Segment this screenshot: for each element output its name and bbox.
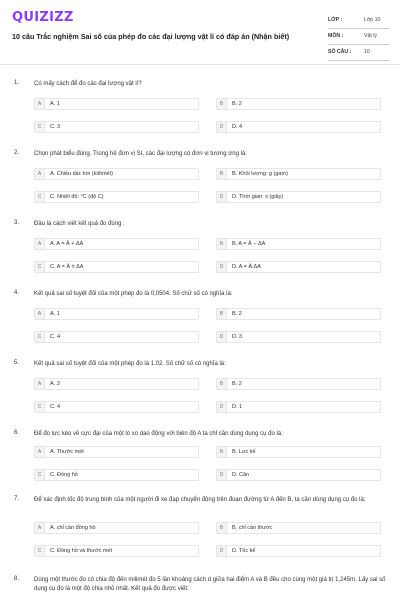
option-c[interactable] (34, 545, 199, 557)
option-text: C. Đồng hồ và thước mét (50, 548, 113, 554)
option-text: C. A = Ā ± ΔA (50, 264, 84, 270)
option-b[interactable] (216, 168, 381, 180)
question-number: 6. (14, 430, 20, 436)
question-number: 5. (14, 360, 20, 366)
option-b[interactable] (216, 238, 381, 250)
option-d[interactable] (216, 261, 381, 273)
option-letter: A (35, 99, 45, 109)
worksheet-title: 10 câu Trắc nghiệm Sai số của phép đo các đại lượng vật lí có đáp án (Nhận biết) (12, 32, 290, 41)
question-text: Chọn phát biểu đúng. Trong hệ đơn vị SI, các đại lượng có đơn vị tương ứng là: (34, 151, 247, 157)
option-a[interactable] (34, 308, 199, 320)
option-text: D. Thời gian: s (giây) (232, 194, 284, 200)
meta-label: MÔN : (328, 33, 344, 39)
option-c[interactable] (34, 469, 199, 481)
option-a[interactable] (34, 446, 199, 458)
question-text: Để đo lực kéo về cực đại của một lò xo dao động với biên độ A ta chỉ cần dùng dụng cụ đo là: (34, 431, 283, 437)
question-text: Dùng một thước đo có chia độ đến milimét đo 5 lần khoảng cách d giữa hai điểm A và B đều cho cùng một giá trị 1,245m. Lấy sai số dụng cụ đo là một độ chia nhỏ nhất. Kết quả đo được viết: (34, 577, 386, 592)
option-text: D. 3 (232, 334, 243, 340)
option-letter: C (35, 192, 45, 202)
meta-value: 10 (364, 49, 370, 55)
worksheet-header (0, 0, 400, 62)
question-number: 1. (14, 80, 20, 86)
question-text: Có mấy cách để đo các đại lượng vật lí? (34, 81, 142, 87)
option-letter: B (217, 309, 227, 319)
option-d[interactable] (216, 401, 381, 413)
option-a[interactable] (34, 378, 199, 390)
meta-row-class (328, 14, 390, 29)
option-text: A. 1 (50, 311, 60, 317)
question-text: Kết quả sai số tuyệt đối của một phép đo là 0,0504. Số chữ số có nghĩa là: (34, 291, 233, 297)
option-b[interactable] (216, 308, 381, 320)
option-text: B. A = Ā − ΔA (232, 241, 266, 247)
option-letter: C (35, 122, 45, 132)
option-letter: A (35, 523, 45, 533)
question-number: 4. (14, 290, 20, 296)
option-text: A. A = Ā + ΔA (50, 241, 84, 247)
option-letter: D (217, 192, 227, 202)
question-number: 7. (14, 496, 20, 502)
option-c[interactable] (34, 261, 199, 273)
option-c[interactable] (34, 331, 199, 343)
option-letter: B (217, 379, 227, 389)
option-letter: B (217, 239, 227, 249)
option-b[interactable] (216, 378, 381, 390)
option-letter: D (217, 546, 227, 556)
option-b[interactable] (216, 446, 381, 458)
meta-row-count (328, 46, 390, 61)
option-letter: D (217, 470, 227, 480)
option-text: D. Tốc kế (232, 548, 256, 554)
quizizz-logo: QUIZIZZ (12, 10, 74, 25)
option-text: A. 1 (50, 101, 60, 107)
option-letter: C (35, 402, 45, 412)
option-d[interactable] (216, 191, 381, 203)
option-letter: C (35, 332, 45, 342)
option-text: C. Nhiệt độ: °C (độ C) (50, 194, 104, 200)
option-text: D. Cân (232, 472, 250, 478)
meta-label: SỐ CÂU : (328, 49, 352, 55)
meta-value: Lớp 10 (364, 17, 381, 23)
option-c[interactable] (34, 191, 199, 203)
option-letter: A (35, 379, 45, 389)
option-text: C. 3 (50, 124, 61, 130)
option-text: D. 4 (232, 124, 243, 130)
question-text: Kết quả sai số tuyệt đối của một phép đo là 1,02. Số chữ số có nghĩa là: (34, 361, 226, 367)
option-letter: B (217, 523, 227, 533)
question-number: 2. (14, 150, 20, 156)
meta-label: LỚP : (328, 17, 343, 23)
option-b[interactable] (216, 522, 381, 534)
option-text: C. 4 (50, 334, 61, 340)
question-text: Đâu là cách viết kết quả đo đúng : (34, 221, 125, 227)
option-letter: B (217, 99, 227, 109)
option-text: B. chỉ cần thước (232, 525, 273, 531)
option-letter: B (217, 169, 227, 179)
question-number: 8. (14, 576, 20, 582)
option-letter: C (35, 546, 45, 556)
option-letter: C (35, 262, 45, 272)
option-letter: A (35, 447, 45, 457)
option-letter: D (217, 262, 227, 272)
option-text: B. 2 (232, 381, 242, 387)
option-d[interactable] (216, 121, 381, 133)
option-text: B. Khối lượng: g (gam) (232, 171, 288, 177)
option-text: C. Đồng hồ (50, 472, 78, 478)
option-letter: A (35, 169, 45, 179)
option-text: C. 4 (50, 404, 61, 410)
option-a[interactable] (34, 168, 199, 180)
option-text: B. 2 (232, 101, 242, 107)
question-number: 3. (14, 220, 20, 226)
option-letter: A (35, 309, 45, 319)
option-letter: B (217, 447, 227, 457)
option-text: A. Chiều dài: km (kilômét) (50, 171, 113, 177)
worksheet-meta (328, 14, 390, 62)
option-text: B. Lực kế (232, 449, 256, 455)
option-b[interactable] (216, 98, 381, 110)
option-d[interactable] (216, 545, 381, 557)
question-text: Để xác định tốc độ trung bình của một người đi xe đạp chuyển động trên đoạn đường từ A đến B, ta cần dùng dụng cụ đo là: (34, 497, 366, 503)
option-a[interactable] (34, 98, 199, 110)
option-letter: D (217, 402, 227, 412)
meta-value: Vật lý (364, 33, 377, 39)
option-a[interactable] (34, 238, 199, 250)
header-divider (0, 64, 400, 65)
option-text: A. 3 (50, 381, 60, 387)
option-text: A. chỉ cần đồng hồ (50, 525, 96, 531)
option-d[interactable] (216, 331, 381, 343)
option-text: D. A = Ā:ΔA (232, 264, 261, 270)
option-text: B. 2 (232, 311, 242, 317)
option-c[interactable] (34, 401, 199, 413)
option-letter: D (217, 122, 227, 132)
option-c[interactable] (34, 121, 199, 133)
option-letter: C (35, 470, 45, 480)
option-d[interactable] (216, 469, 381, 481)
option-letter: D (217, 332, 227, 342)
option-letter: A (35, 239, 45, 249)
option-text: A. Thước mét (50, 449, 84, 455)
meta-row-subject (328, 30, 390, 45)
option-text: D. 1 (232, 404, 243, 410)
option-a[interactable] (34, 522, 199, 534)
